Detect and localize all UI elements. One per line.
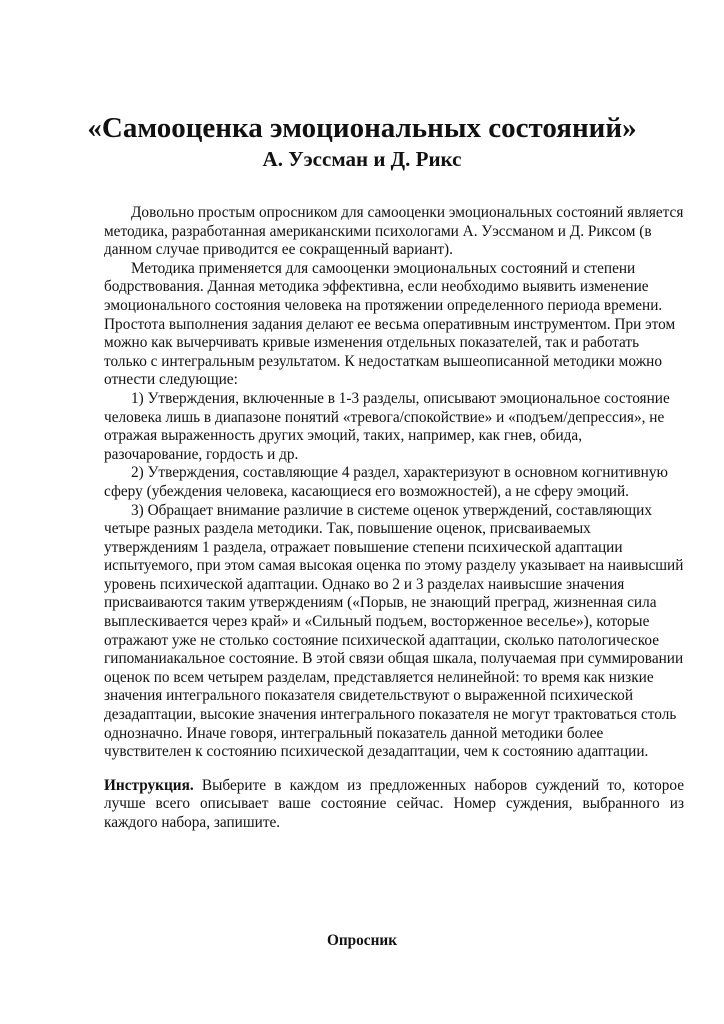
paragraph-drawback-2: 2) Утверждения, составляющие 4 раздел, характеризуют в основном когнитивную сферу (убеждения человека, касающиеся его возможностей), а не сферу эмоций. (104, 464, 668, 500)
paragraph-intro: Довольно простым опросником для самооценки эмоциональных состояний является методика, разработанная американскими психологами А. Уэссманом и Д. Риксом (в данном случае приводится ее сокращенный вариант). (104, 204, 684, 259)
document-body (104, 204, 684, 833)
instruction-paragraph (104, 777, 684, 833)
document-authors: А. Уэссман и Д. Рикс (262, 147, 462, 171)
questionnaire-heading: Опросник (326, 932, 398, 949)
paragraph-drawback-3: 3) Обращает внимание различие в системе оценок утверждений, составляющих четыре разных раздела методики. Так, повышение оценок, присваиваемых утверждениям 1 раздела, отражает повышение степени психической адаптации испытуемого, при этом самая высокая оценка по этому разделу указывает на наивысший уровень психической адаптации. Однако во 2 и 3 разделах наивысшие значения присваиваются таким утверждениям («Порыв, не знающий преград, жизненная сила выплескивается через край» и «Сильный подъем, восторженное веселье»), которые отражают уже не столько состояние психической адаптации, сколько патологическое гипоманиакальное состояние. В этой связи общая шкала, получаемая при суммировании оценок по всем четырем разделам, представляется нелинейной: то время как низкие значения интегрального показателя свидетельствуют о выраженной психической дезадаптации, высокие значения интегрального показателя не могут трактоваться столь однозначно. Иначе говоря, интегральный показатель данной методики более чувствителен к состоянию психической дезадаптации, чем к состоянию адаптации. (104, 501, 684, 761)
paragraph-method: Методика применяется для самооценки эмоциональных состояний и степени бодрствования. Данная методика эффективна, если необходимо выявить изменение эмоционального состояния человека на протяжении определенного периода времени. Простота выполнения задания делают ее весьма оперативным инструментом. При этом можно как вычерчивать кривые изменения отдельных показателей, так и работать только с интегральным результатом. К недостаткам вышеописанной методики можно отнести следующие: (104, 259, 676, 389)
document-title: «Самооценка эмоциональных состояний» (87, 112, 637, 144)
instruction-label: Инструкция. (104, 776, 194, 794)
paragraph-drawback-1: 1) Утверждения, включенные в 1-3 разделы, описывают эмоциональное состояние человека лишь в диапазоне понятий «тревога/спокойствие» и «подъем/депрессия», не отражая выраженность других эмоций, таких, например, как гнев, обида, разочарование, гордость и др. (104, 389, 670, 463)
instruction-text: Выберите в каждом из предложенных наборов суждений то, которое лучше всего описывает ваше состояние сейчас. Номер суждения, выбранного из каждого набора, запишите. (104, 776, 684, 831)
